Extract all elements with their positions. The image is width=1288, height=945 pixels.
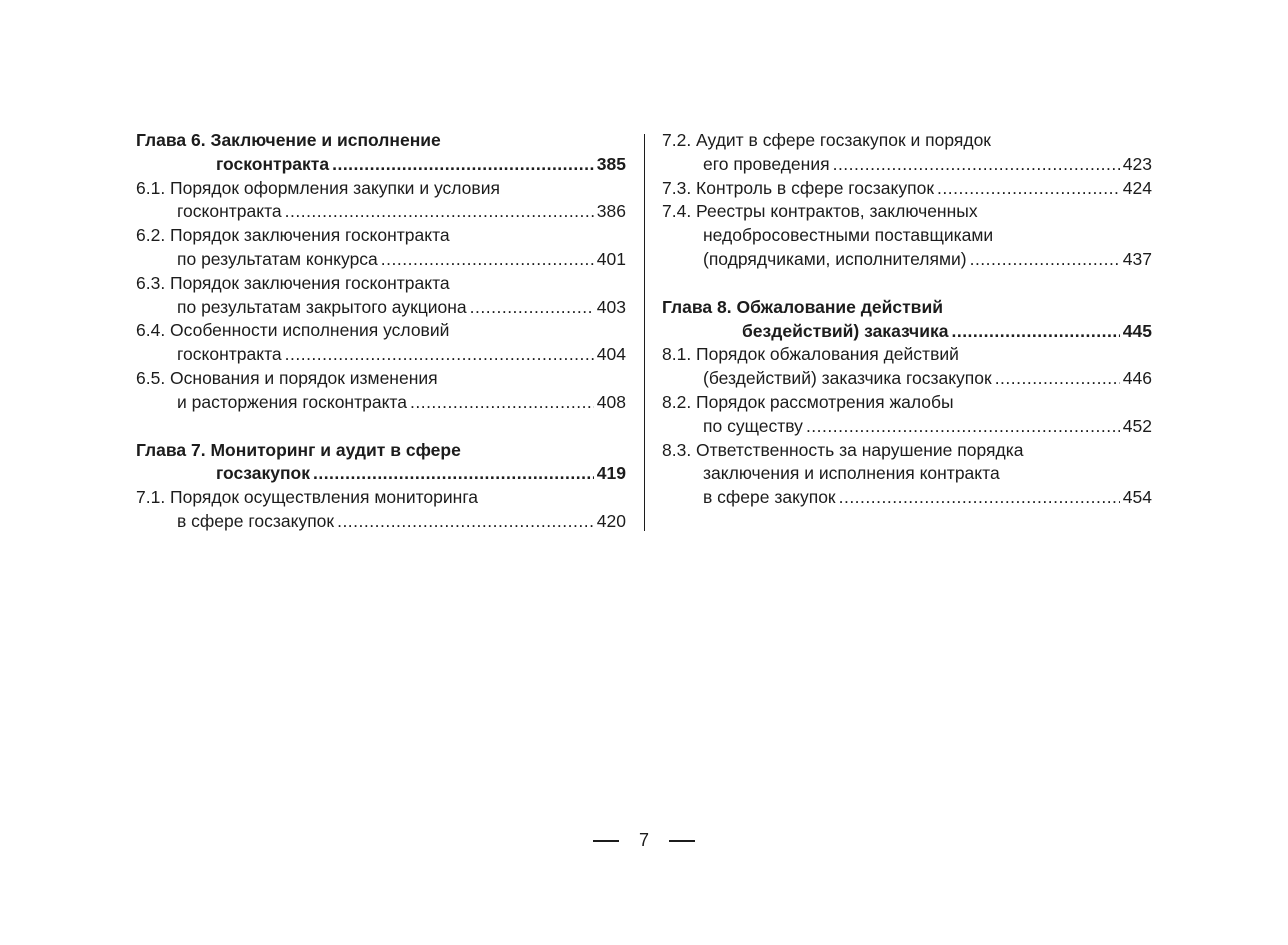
- leader-dots: [313, 462, 594, 486]
- chapter-6-title-cont[interactable]: госконтракта ..... 385: [136, 153, 626, 177]
- toc-entry-8-1[interactable]: 8.1. Порядок обжалования действий (бездействий) заказчика госзакупок ..... 446: [662, 343, 1152, 391]
- toc-entry-8-2[interactable]: 8.2. Порядок рассмотрения жалобы по существу ..... 452: [662, 391, 1152, 439]
- toc-right-column: [662, 129, 1152, 510]
- chapter-8-title[interactable]: Глава 8. Обжалование действий: [662, 296, 943, 317]
- page-ref: 446: [1122, 368, 1152, 389]
- page-ref: 420: [596, 510, 626, 531]
- page-ref: 386: [596, 201, 626, 222]
- page-ref: 408: [596, 391, 626, 412]
- toc-entry-7-3[interactable]: 7.3. Контроль в сфере госзакупок ..... 424: [662, 177, 1152, 201]
- toc-entry-6-1[interactable]: 6.1. Порядок оформления закупки и условия госконтракта ..... 386: [136, 177, 626, 225]
- toc-entry-7-4[interactable]: 7.4. Реестры контрактов, заключенных недобросовестными поставщиками (подрядчиками, исполнителями) ..... 437: [662, 200, 1152, 271]
- page-ref: 401: [596, 248, 626, 269]
- page-ref: 424: [1122, 177, 1152, 198]
- page-ref: 445: [1122, 320, 1152, 341]
- chapter-7-title-cont[interactable]: госзакупок ..... 419: [136, 462, 626, 486]
- chapter-6-title[interactable]: Глава 6. Заключение и исполнение: [136, 130, 441, 150]
- column-divider: [644, 134, 645, 531]
- dash-left: [593, 840, 619, 842]
- page-ref: 385: [596, 153, 626, 174]
- leader-dots: [806, 415, 1120, 439]
- chapter-7-title[interactable]: Глава 7. Мониторинг и аудит в сфере: [136, 439, 461, 460]
- leader-dots: [470, 296, 594, 320]
- leader-dots: [970, 248, 1120, 272]
- leader-dots: [951, 320, 1119, 344]
- page-ref: 437: [1122, 248, 1152, 269]
- toc-entry-7-2[interactable]: 7.2. Аудит в сфере госзакупок и порядок его проведения ..... 423: [662, 129, 1152, 177]
- page-number: 7: [638, 830, 649, 850]
- toc-entry-6-3[interactable]: 6.3. Порядок заключения госконтракта по результатам закрытого аукциона ..... 403: [136, 272, 626, 320]
- toc-entry-7-1[interactable]: 7.1. Порядок осуществления мониторинга в сфере госзакупок ..... 420: [136, 486, 626, 534]
- toc-entry-6-4[interactable]: 6.4. Особенности исполнения условий госконтракта ..... 404: [136, 319, 626, 367]
- leader-dots: [285, 200, 594, 224]
- page-ref: 454: [1122, 487, 1152, 508]
- leader-dots: [381, 248, 594, 272]
- page-footer: [0, 829, 1288, 853]
- page-ref: 403: [596, 296, 626, 317]
- spacer: [662, 272, 1152, 296]
- leader-dots: [410, 391, 594, 415]
- leader-dots: [937, 177, 1120, 201]
- toc-entry-8-3[interactable]: 8.3. Ответственность за нарушение порядка заключения и исполнения контракта в сфере закупок ..... 454: [662, 439, 1152, 510]
- spacer: [136, 415, 626, 439]
- toc-entry-6-5[interactable]: 6.5. Основания и порядок изменения и расторжения госконтракта ..... 408: [136, 367, 626, 415]
- toc-left-column: [136, 129, 626, 534]
- leader-dots: [332, 153, 594, 177]
- page-ref: 423: [1122, 153, 1152, 174]
- toc-entry-6-2[interactable]: 6.2. Порядок заключения госконтракта по результатам конкурса ..... 401: [136, 224, 626, 272]
- page-ref: 452: [1122, 415, 1152, 436]
- leader-dots: [337, 510, 594, 534]
- page-ref: 419: [596, 463, 626, 484]
- page-ref: 404: [596, 344, 626, 365]
- chapter-8-title-cont[interactable]: бездействий) заказчика ..... 445: [662, 320, 1152, 344]
- dash-right: [669, 840, 695, 842]
- leader-dots: [839, 486, 1120, 510]
- leader-dots: [285, 343, 594, 367]
- leader-dots: [995, 367, 1120, 391]
- leader-dots: [833, 153, 1120, 177]
